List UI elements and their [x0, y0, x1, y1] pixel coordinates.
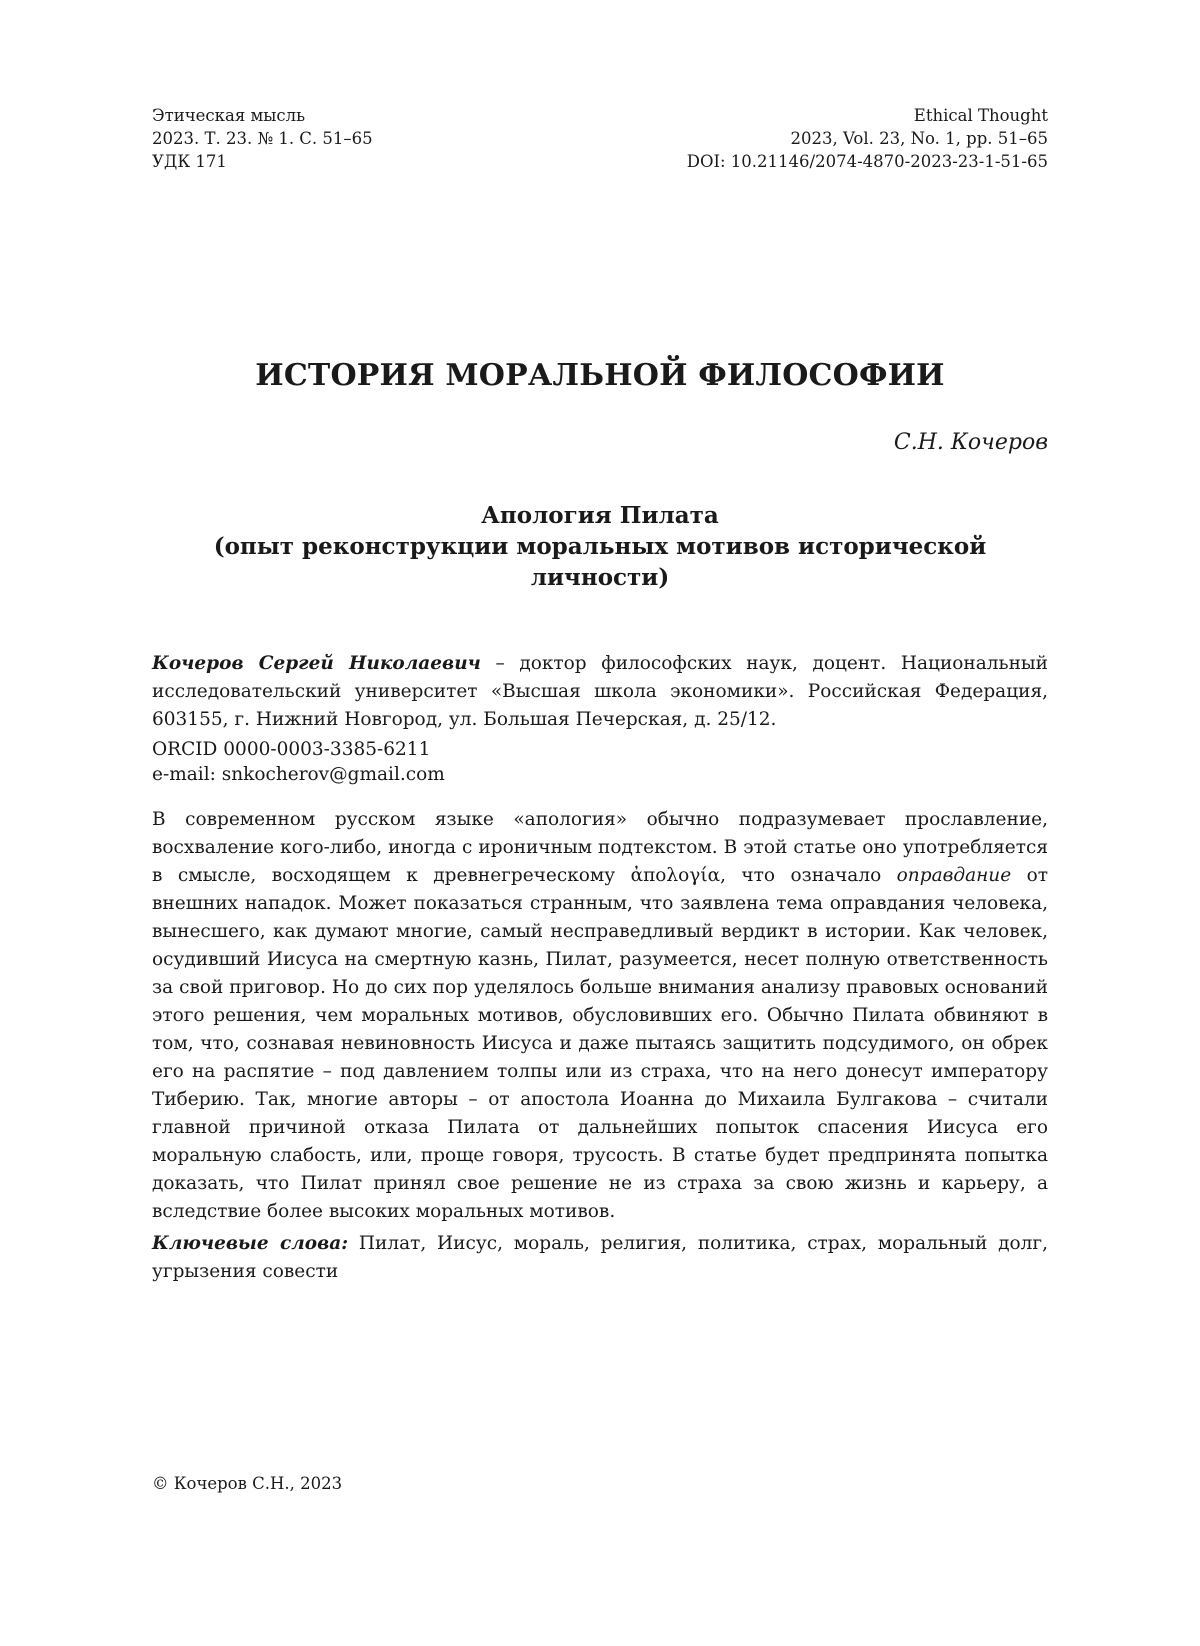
- author-info: [152, 650, 1048, 734]
- author-full-name: Кочеров Сергей Николаевич: [152, 653, 481, 674]
- author-description: – доктор философских наук, доцент. Национальный исследовательский университет «Высшая школа экономики». Российская Федерация, 603155, г. Нижний Новгород, ул. Большая Печерская, д. 25/12.: [152, 653, 1048, 730]
- article-page: [152, 0, 1048, 1646]
- author-identifiers: [152, 737, 1048, 787]
- abstract-emphasis: оправдание: [896, 865, 1012, 886]
- journal-name-ru: Этическая мысль: [152, 106, 306, 125]
- keywords: [152, 1230, 1048, 1286]
- header-left: [152, 104, 373, 173]
- abstract: [152, 806, 1048, 1226]
- article-title-subtitle: (опыт реконструкции моральных мотивов исторической личности): [213, 533, 987, 591]
- udc-code: УДК 171: [152, 152, 227, 171]
- keywords-list: Пилат, Иисус, мораль, религия, политика, страх, моральный долг, угрызения совести: [152, 1233, 1048, 1282]
- header-right: [687, 104, 1048, 173]
- keywords-label: Ключевые слова:: [152, 1233, 349, 1254]
- issue-info-ru: 2023. Т. 23. № 1. С. 51–65: [152, 129, 373, 148]
- article-author: С.Н. Кочеров: [893, 430, 1048, 455]
- section-title: ИСТОРИЯ МОРАЛЬНОЙ ФИЛОСОФИИ: [255, 358, 945, 393]
- author-email[interactable]: e-mail: snkocherov@gmail.com: [152, 764, 445, 785]
- journal-name-en: Ethical Thought: [913, 106, 1048, 125]
- article-title: [152, 500, 1048, 593]
- abstract-text-part2: от внешних нападок. Может показаться странным, что заявлена тема оправдания человека, вынесшего, как думают многие, самый несправедливый вердикт в истории. Как человек, осудивший Иисуса на смертную казнь, Пилат, разумеется, несет полную ответственность за свой приговор. Но до сих пор уделялось больше внимания анализу правовых оснований этого решения, чем моральных мотивов, обусловивших его. Обычно Пилата обвиняют в том, что, сознавая невиновность Иисуса и даже пытаясь защитить подсудимого, он обрек его на распятие – под давлением толпы или из страха, что на него донесут императору Тиберию. Так, многие авторы – от апостола Иоанна до Михаила Булгакова – считали главной причиной отказа Пилата от дальнейших попыток спасения Иисуса его моральную слабость, или, проще говоря, трусость. В статье будет предпринята попытка доказать, что Пилат принял свое решение не из страха за свою жизнь и карьеру, а вследствие более высоких моральных мотивов.: [152, 865, 1048, 1222]
- copyright-notice: © Кочеров С.Н., 2023: [152, 1474, 343, 1493]
- issue-info-en: 2023, Vol. 23, No. 1, pp. 51–65: [790, 129, 1048, 148]
- article-title-main: Апология Пилата: [481, 502, 719, 529]
- abstract-text-part1: В современном русском языке «апология» обычно подразумевает прославление, восхваление кого-либо, иногда с ироничным подтекстом. В этой статье оно употребляется в смысле, восходящем к древнегреческому ἀπολογία, что означало: [152, 809, 1048, 886]
- doi-link[interactable]: DOI: 10.21146/2074-4870-2023-23-1-51-65: [686, 152, 1048, 171]
- orcid-id[interactable]: ORCID 0000-0003-3385-6211: [152, 739, 431, 760]
